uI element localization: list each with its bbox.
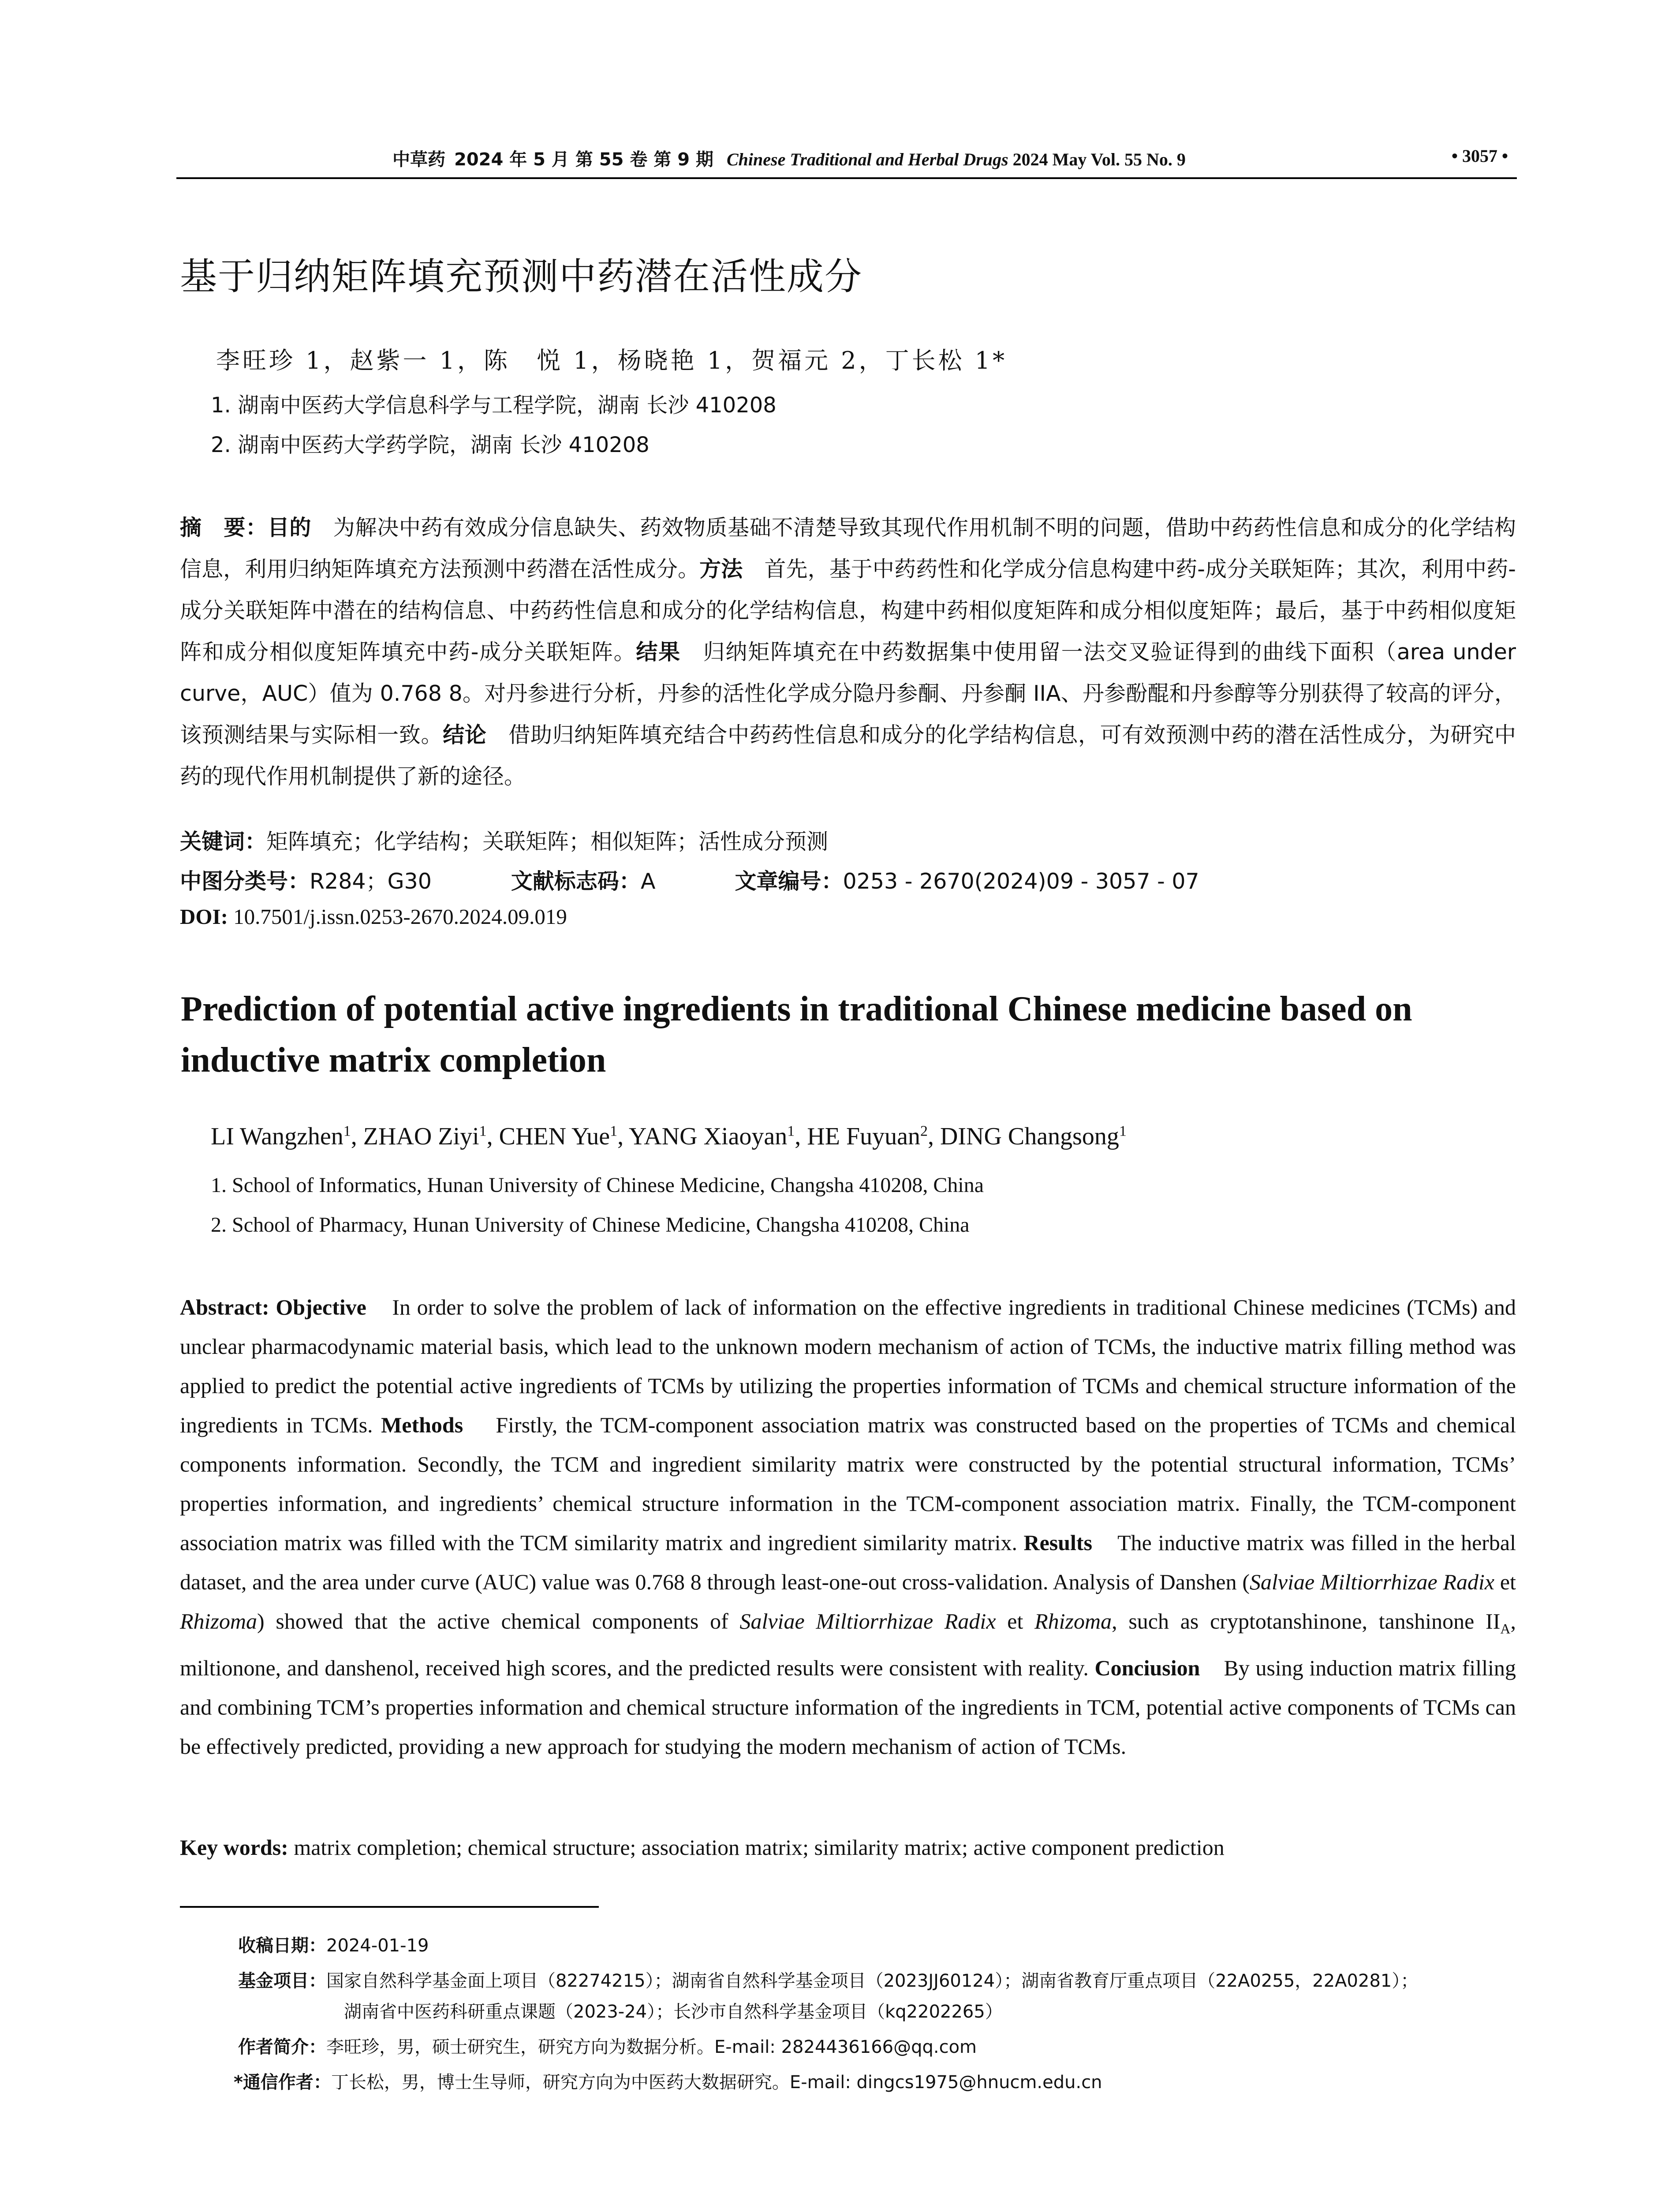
zh-authors: 李旺珍 1，赵紫一 1，陈 悦 1，杨晓艳 1，贺福元 2，丁长松 1*	[216, 347, 1008, 374]
en-author-affiliation-mark: 1	[1119, 1123, 1127, 1140]
received-label: 收稿日期：	[238, 1936, 326, 1956]
en-objective-text: In order to solve the problem of lack of information on the effective ingredients in traditional Chinese medicines (TCMs) and unclear pharmacodynamic material basis, which lead to the unknown modern mechanism of action of TCMs, the inductive matrix filling method was applied to predict the potential active ingredients of TCMs by utilizing the properties information of TCMs and chemical structure information of the ingredients in TCMs.	[180, 1295, 1516, 1437]
en-author: YANG Xiaoyan$^1$	[629, 1123, 795, 1150]
en-abstract	[180, 1288, 1516, 1766]
zh-objective-label: 目的	[267, 515, 312, 540]
en-author-affiliation-mark: 1	[479, 1123, 487, 1140]
zh-objective-text: 为解决中药有效成分信息缺失、药效物质基础不清楚导致其现代作用机制不明的问题，借助中药药性信息和成分的化学结构信息，利用归纳矩阵填充方法预测中药潜在活性成分。	[180, 515, 1516, 582]
en-affiliation-2: 2. School of Pharmacy, Hunan University of Chinese Medicine, Changsha 410208, China	[211, 1213, 970, 1237]
funding-text-1: 国家自然科学基金面上项目（82274215）；湖南省自然科学基金项目（2023JJ60124）；湖南省教育厅重点项目（22A0255，22A0281）；	[326, 1971, 1419, 1991]
author-bio-label: 作者简介：	[238, 2037, 326, 2057]
zh-result-text: 归纳矩阵填充在中药数据集中使用留一法交叉验证得到的曲线下面积（area under curve，AUC）值为 0.768 8。对丹参进行分析，丹参的活性化学成分隐丹参酮、丹参酮 IIA、丹参酚醌和丹参醇等分别获得了较高的评分，该预测结果与实际相一致。	[180, 639, 1516, 747]
en-keywords	[180, 1835, 1225, 1860]
en-result-subscript: A	[1500, 1621, 1511, 1637]
zh-abstract-label: 摘 要：	[180, 515, 268, 540]
en-conclusion-label: Conciusion	[1094, 1656, 1200, 1680]
en-result-text-1: The inductive matrix was filled in the herbal dataset, and the area under curve (AUC) value was 0.768 8 through least-one-out cross-validation. Analysis of Danshen (	[180, 1530, 1516, 1594]
en-author-affiliation-mark: 2	[920, 1123, 928, 1140]
funding-text-2: 湖南省中医药科研重点课题（2023-24）；长沙市自然科学基金项目（kq2202265）	[344, 2002, 1003, 2022]
corresponding-text: 丁长松，男，博士生导师，研究方向为中医药大数据研究。E-mail: dingcs1975@hnucm.edu.cn	[331, 2072, 1102, 2093]
doc-code-label: 文献标志码：	[511, 869, 641, 894]
zh-method-text: 首先，基于中药药性和化学成分信息构建中药-成分关联矩阵；其次，利用中药-成分关联矩阵中潜在的结构信息、中药药性信息和成分的化学结构信息，构建中药相似度矩阵和成分相似度矩阵；最后，基于中药相似度矩阵和成分相似度矩阵填充中药-成分关联矩阵。	[180, 557, 1516, 665]
en-keywords-text: matrix completion; chemical structure; association matrix; similarity matrix; active component prediction	[294, 1835, 1225, 1860]
en-author-affiliation-mark: 1	[787, 1123, 795, 1140]
zh-affiliation-1: 1. 湖南中医药大学信息科学与工程学院，湖南 长沙 410208	[211, 393, 777, 418]
zh-result-label: 结果	[636, 639, 681, 665]
en-author: HE Fuyuan$^2$	[807, 1123, 928, 1150]
en-result-text-6: , miltionone, and danshenol, received high scores, and the predicted results were consistent with reality.	[180, 1609, 1516, 1680]
en-author: ZHAO Ziyi$^1$	[363, 1123, 487, 1150]
en-affiliation-1: 1. School of Informatics, Hunan University of Chinese Medicine, Changsha 410208, China	[211, 1174, 984, 1197]
zh-method-label: 方法	[699, 557, 743, 582]
issue-en-tail: 2024 May Vol. 55 No. 9	[1012, 149, 1186, 169]
en-conclusion-text: By using induction matrix filling and combining TCM’s properties information and chemical structure information of the ingredients in TCM, potential active components of TCMs can be effectively predicted, providing a new approach for studying the modern mechanism of action of TCMs.	[180, 1656, 1516, 1759]
issue-en: Chinese Traditional and Herbal Drugs	[727, 149, 1008, 169]
en-authors: LI Wangzhen$^1$, ZHAO Ziyi$^1$, CHEN Yue$^1$, YANG Xiaoyan$^1$, HE Fuyuan$^2$, DING Changsong$^1$	[211, 1123, 1127, 1150]
en-result-text-4: et	[996, 1609, 1035, 1633]
footnote-funding	[238, 1967, 1418, 1992]
clc-value: R284；G30	[310, 869, 432, 894]
en-title: Prediction of potential active ingredients in traditional Chinese medicine based on inductive matrix completion	[181, 990, 1412, 1080]
header-rule	[176, 177, 1517, 179]
en-result-italic-2: Rhizoma	[180, 1609, 257, 1633]
en-keywords-label: Key words:	[180, 1835, 288, 1860]
en-result-text-2: et	[1494, 1570, 1516, 1594]
received-date: 2024-01-19	[326, 1936, 429, 1956]
journal-name-cn: 中草药	[392, 149, 445, 170]
article-no-value: 0253 - 2670(2024)09 - 3057 - 07	[843, 869, 1199, 894]
en-result-text-5: , such as cryptotanshinone, tanshinone II	[1112, 1609, 1501, 1633]
zh-keywords-label: 关键词：	[180, 829, 267, 854]
footnote-corresponding	[234, 2068, 1102, 2093]
corresponding-label: *通信作者：	[234, 2072, 331, 2093]
zh-abstract	[180, 507, 1516, 797]
en-result-text-3: ) showed that the active chemical components of	[257, 1609, 740, 1633]
zh-affiliation-2: 2. 湖南中医药大学药学院，湖南 长沙 410208	[211, 433, 650, 457]
en-author: LI Wangzhen$^1$	[211, 1123, 351, 1150]
en-result-italic-3: Salviae Miltiorrhizae Radix	[739, 1609, 996, 1633]
running-header	[176, 146, 1517, 176]
zh-classification	[180, 864, 1199, 895]
doi	[180, 904, 567, 929]
doc-code-value: A	[640, 869, 656, 894]
en-result-italic-1: Salviae Miltiorrhizae Radix	[1250, 1570, 1495, 1594]
doi-label: DOI:	[180, 904, 228, 929]
zh-keywords-text: 矩阵填充；化学结构；关联矩阵；相似矩阵；活性成分预测	[266, 829, 829, 854]
running-header-journal	[392, 146, 1186, 171]
en-author-affiliation-mark: 1	[343, 1123, 351, 1140]
clc-label: 中图分类号：	[180, 869, 310, 894]
en-abstract-label: Abstract:	[180, 1295, 269, 1319]
en-objective-label: Objective	[276, 1295, 366, 1319]
zh-title: 基于归纳矩阵填充预测中药潜在活性成分	[180, 255, 863, 298]
page-number: • 3057 •	[1451, 146, 1508, 166]
en-method-label: Methods	[381, 1413, 463, 1437]
zh-conclusion-label: 结论	[443, 722, 487, 747]
issue-cn: 2024 年 5 月 第 55 卷 第 9 期	[454, 149, 713, 170]
author-bio-text: 李旺珍，男，硕士研究生，研究方向为数据分析。E-mail: 2824436166@qq.com	[326, 2037, 977, 2057]
article-no-label: 文章编号：	[735, 869, 843, 894]
en-result-italic-4: Rhizoma	[1034, 1609, 1112, 1633]
footnote-author	[238, 2033, 977, 2058]
footnote-rule	[180, 1906, 599, 1908]
en-method-text: Firstly, the TCM-component association matrix was constructed based on the properties of TCMs and chemical components information. Secondly, the TCM and ingredient similarity matrix were constructed by the potential structural information, TCMs’ properties information, and ingredients’ chemical structure information in the TCM-component association matrix. Finally, the TCM-component association matrix was filled with the TCM similarity matrix and ingredient similarity matrix.	[180, 1413, 1516, 1555]
funding-label: 基金项目：	[238, 1971, 326, 1991]
footnote-received	[238, 1932, 429, 1957]
en-author: CHEN Yue$^1$	[499, 1123, 618, 1150]
en-author: DING Changsong$^1$	[940, 1123, 1127, 1150]
zh-conclusion-text: 借助归纳矩阵填充结合中药药性信息和成分的化学结构信息，可有效预测中药的潜在活性成分，为研究中药的现代作用机制提供了新的途径。	[180, 722, 1516, 789]
en-result-label: Results	[1023, 1530, 1093, 1555]
doi-link[interactable]: 10.7501/j.issn.0253-2670.2024.09.019	[233, 904, 567, 929]
en-author-affiliation-mark: 1	[610, 1123, 618, 1140]
zh-keywords	[180, 825, 828, 856]
